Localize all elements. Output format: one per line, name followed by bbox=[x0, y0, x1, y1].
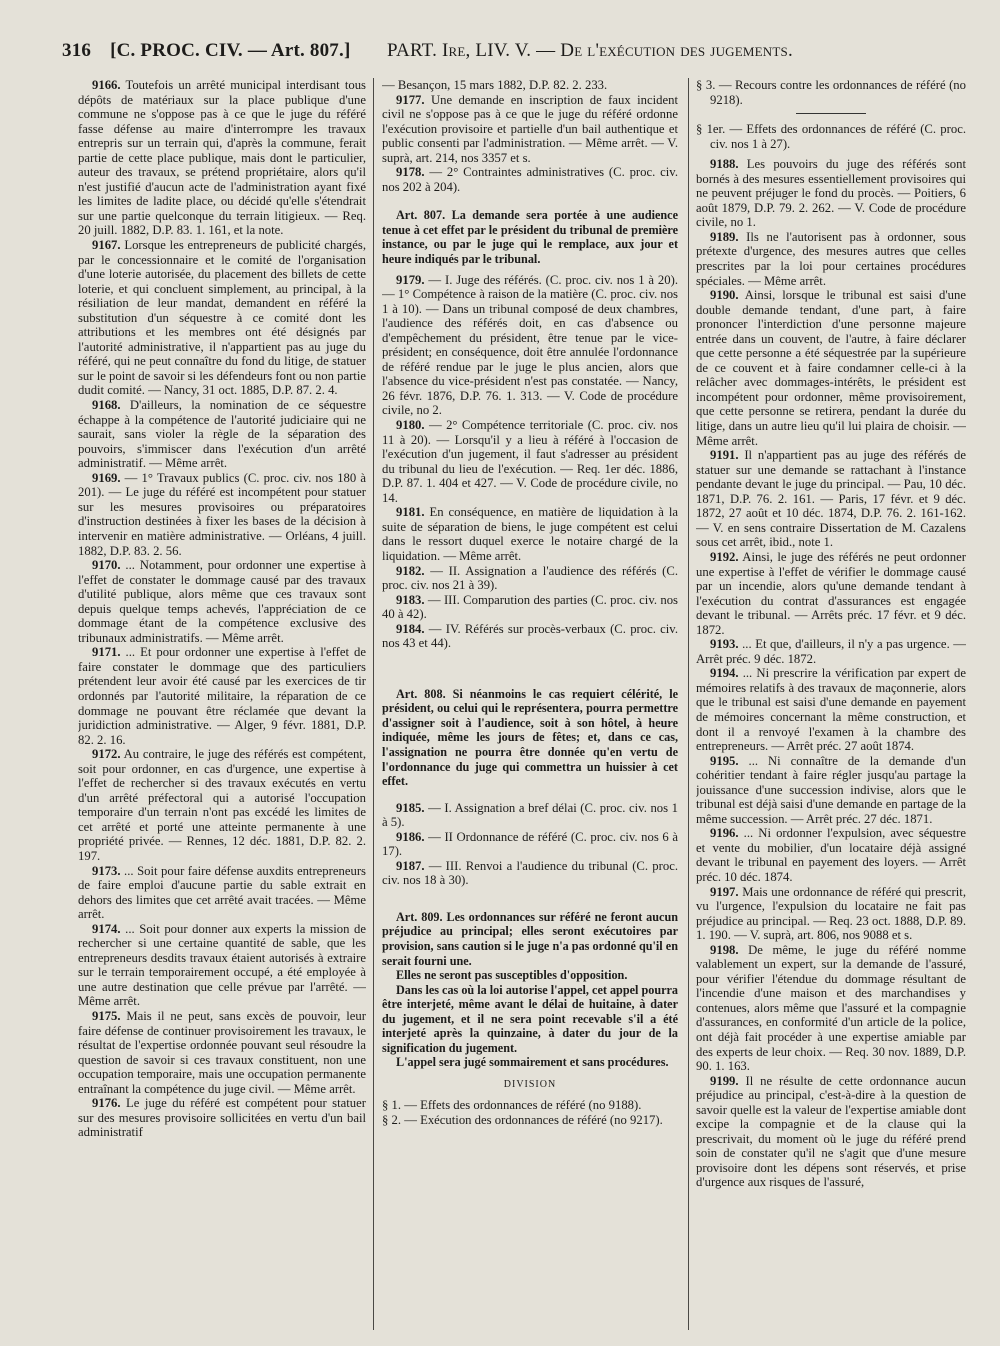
entry-number: 9197. bbox=[710, 884, 739, 899]
article-809 bbox=[382, 910, 678, 1070]
entry-paragraph bbox=[78, 1096, 366, 1140]
entry-text: Une demande en inscription de faux incident civil ne s'oppose pas à ce que le juge du référé ordonne l'exécution provisoire et partielle d'un bail authentique et public consenti par l'administration. — Même arrêt. — V. suprà, art. 214, nos 3357 et s. bbox=[382, 92, 678, 165]
entry-paragraph bbox=[696, 157, 966, 230]
entry-number: 9195. bbox=[710, 753, 739, 768]
entry-text: Mais il ne peut, sans excès de pouvoir, leur faire défense de continuer provisoirement les travaux, le résultat de l'expertise ordonnée pouvant seul résoudre la question de savoir si ces travaux constituent, non une occupation temporaire, mais une occupation permanente entraînant la compétence du juge civil. — Même arrêt. bbox=[78, 1009, 366, 1096]
entry-paragraph bbox=[78, 78, 366, 238]
entry-text: — 2° Contraintes administratives (C. proc. civ. nos 202 à 204). bbox=[382, 165, 678, 194]
entry-text: ... Ni prescrire la vérification par expert de mémoires relatifs à des travaux de maçonnerie, alors que le tribunal est saisi d'une demande en payement de mémoires concernant la même construction, et dont il a renvoyé l'examen à la chambre des entrepreneurs. — Arrêt préc. 27 août 1874. bbox=[696, 666, 966, 754]
division-title: DIVISION bbox=[503, 1078, 557, 1090]
entry-text: Lorsque les entrepreneurs de publicité chargés, par le concessionnaire et le comité de l'organisation d'une loterie autorisée, du placement des billets de cette loterie, et qui concluent simplement, au principal, à la résiliation de leur mandat, demandent en référé la substitution d'un séquestre à ce comité dont les attributions et les membres ont été désignés par l'autorité administrative, il n'appartient pas au juge du référé, qui ne peut connaître du fond du litige, de statuer sur le point de savoir si les défendeurs font ou non partie dudit comité. — Nancy, 31 oct. 1885, D.P. 87. 2. 4. bbox=[78, 238, 366, 398]
entry-text: — II Ordonnance de référé (C. proc. civ. nos 6 à 17). bbox=[382, 829, 678, 859]
division-item-3: § 3. — Recours contre les ordonnances de référé (no 9218). bbox=[696, 78, 966, 107]
entry-text: — III. Renvoi a l'audience du tribunal (C. proc. civ. nos 18 à 30). bbox=[382, 858, 678, 888]
entry-paragraph bbox=[382, 505, 678, 563]
entries-col2a bbox=[382, 93, 678, 195]
entry-paragraph bbox=[696, 288, 966, 448]
entry-paragraph bbox=[696, 666, 966, 753]
entry-text: Il n'appartient pas au juge des référés de statuer sur une demande se rattachant à l'instance pendante devant le juge du principal. — Pau, 10 déc. 1871, D.P. 76. 2. 161. — Paris, 17 févr. et 9 déc. 1872, 27 août et 10 déc. 1874, D.P. 76. 2. 161-162. — V. en sens contraire Dissertation de M. Cazalens sous cet arrêt, ibid., note 1. bbox=[696, 448, 966, 550]
entry-number: 9168. bbox=[92, 398, 121, 413]
entry-text: Toutefois un arrêté municipal interdisant tous dépôts de matériaux sur la place publique d'une commune ne s'oppose pas à ce que le juge du référé fasse défense au maire d'interrompre les travaux entrepris sur un terrain qui, d'après la commune, ferait partie de cette place publique, mais dont le particulier, auteur des travaux, se prétend propriétaire, alors qu'il n'est justifié d'aucun acte de l'administration ayant fixé les limites de ladite place, ou décidé qu'elle s'étendrait sur une partie quelconque du terrain litigieux. — Req. 20 juill. 1882, D.P. 83. 1. 161, et la note. bbox=[78, 78, 366, 238]
entry-number: 9171. bbox=[92, 645, 121, 660]
entry-paragraph bbox=[78, 1009, 366, 1096]
entries-col3 bbox=[696, 157, 966, 1190]
entry-paragraph bbox=[382, 622, 678, 651]
article-809-paragraph: Elles ne seront pas susceptibles d'opposition. bbox=[396, 968, 628, 983]
entry-text: Au contraire, le juge des référés est compétent, soit pour ordonner, en cas d'urgence, une expertise à l'effet de rechercher si des travaux exécutés en vertu d'un arrêté préfectoral qui a autorisé l'occupation temporaire d'un terrain n'ont pas excédé les limites de cet arrêté et porté une atteinte permanente à une propriété privée. — Rennes, 12 déc. 1881, D.P. 82. 2. 197. bbox=[78, 747, 366, 863]
entry-paragraph bbox=[382, 593, 678, 622]
entry-text: — I. Juge des référés. (C. proc. civ. nos 1 à 20). — 1° Compétence à raison de la matière (C. proc. civ. nos 1 à 10). — Dans un tribunal composé de deux chambres, l'audience des référés doit, en cas d'absence ou d'empêchement du président, être tenue par le vice-président; en conséquence, doit être annulée l'ordonnance de référé rendue par le juge le plus ancien, alors que l'absence du vice-président n'est pas constatée. — Nancy, 26 févr. 1876, D.P. 76. 1. 313. — V. Code de procédure civile, no 2. bbox=[382, 272, 678, 418]
entry-number: 9182. bbox=[396, 563, 425, 578]
entry-text: ... Et pour ordonner une expertise à l'effet de faire constater le dommage que des particuliers prétendent leur avoir été causé par les exercices de tir ordonnés par l'autorité militaire, la réparation de ce dommage ne pouvant être réclamée que devant la juridiction administrative. — Alger, 9 févr. 1881, D.P. 82. 2. 16. bbox=[78, 645, 366, 747]
entry-number: 9190. bbox=[710, 288, 739, 303]
article-808: Art. 808. Si néanmoins le cas requiert célérité, le président, ou celui qui le représentera, pourra permettre d'assigner soit à l'audience, soit à son hôtel, à heure indiquée, même les jours de fêtes; et, dans ce cas, l'assignation ne pourra être donnée qu'en vertu de l'ordonnance du juge qui commettra un huissier à cet effet. bbox=[382, 686, 678, 789]
article-809-paragraph: Dans les cas où la loi autorise l'appel, cet appel pourra être interjeté, même avant le délai de huitaine, à dater du jugement, et il ne sera point recevable s'il a été interjeté après la quinzaine, à dater du jour de la signification du jugement. bbox=[382, 982, 678, 1055]
entry-text: ... Notamment, pour ordonner une expertise à l'effet de constater le dommage causé par des travaux d'utilité publique, alors même que ces travaux sont depuis quelque temps achevés, l'appréciation de ce dommage étant de la compétence exclusive des tribunaux administratifs. — Même arrêt. bbox=[78, 558, 366, 645]
entry-text: Ainsi, lorsque le tribunal est saisi d'une double demande tendant, d'une part, à faire prononcer l'interdiction d'une personne majeure entrée dans un couvent, de l'autre, à faire déclarer que cette personne a été séquestrée par la supérieure de ce couvent et à faire condamner celle-ci à la relâcher avec dommages-intérêts, le président est incompétent pour ordonner, même provisoirement, que cette personne se retirera, pendant la durée du litige, dans un autre lieu qu'il lui plaira de choisir. — Même arrêt. bbox=[696, 288, 966, 448]
article-807: Art. 807. La demande sera portée à une audience tenue à cet effet par le président du tribunal de première instance, ou par le juge qui le remplace, aux jour et heure indiqués par le tribunal. bbox=[382, 208, 678, 267]
entry-number: 9169. bbox=[92, 470, 121, 485]
entry-number: 9167. bbox=[92, 238, 121, 253]
column-divider bbox=[373, 78, 374, 1330]
entry-text: ... Ni connaître de la demande d'un cohéritier tendant à faire régler jusqu'au partage la jouissance d'une succession indivise, alors que le tribunal est déjà saisi d'une demande en partage de la même succession. — Arrêt préc. 27 déc. 1871. bbox=[696, 753, 966, 826]
division-item: § 2. — Exécution des ordonnances de référé (no 9217). bbox=[382, 1113, 663, 1127]
entry-paragraph bbox=[382, 801, 678, 830]
entry-text: Ainsi, le juge des référés ne peut ordonner une expertise à l'effet de vérifier le dommage causé par un incendie, alors qu'une demande tendant à l'exécution du contrat d'assurances est engagée devant le tribunal. — Arrêts préc. 17 févr. et 9 déc. 1872. bbox=[696, 549, 966, 637]
column-divider bbox=[688, 78, 689, 1330]
entry-number: 9172. bbox=[92, 747, 121, 762]
entry-number: 9173. bbox=[92, 863, 121, 878]
entry-paragraph bbox=[382, 859, 678, 888]
continued-citation: — Besançon, 15 mars 1882, D.P. 82. 2. 233. bbox=[382, 78, 608, 92]
entry-number: 9179. bbox=[396, 272, 425, 287]
entry-paragraph bbox=[78, 398, 366, 471]
entry-paragraph bbox=[696, 943, 966, 1074]
entry-text: Mais une ordonnance de référé qui prescrit, vu l'urgence, l'expulsion du locataire ne fait pas préjudice au principal. — Req. 23 oct. 1888, D.P. 89. 1. 190. — V. suprà, art. 806, nos 9088 et s. bbox=[696, 884, 966, 943]
entry-paragraph bbox=[78, 645, 366, 747]
entry-number: 9198. bbox=[710, 942, 739, 957]
entry-number: 9191. bbox=[710, 448, 739, 463]
division-item: § 1. — Effets des ordonnances de référé (no 9188). bbox=[382, 1098, 642, 1113]
section-heading: § 1er. — Effets des ordonnances de référé (C. proc. civ. nos 1 à 27). bbox=[696, 122, 966, 151]
separator-rule bbox=[796, 113, 866, 114]
entry-text: — I. Assignation a bref délai (C. proc. civ. nos 1 à 5). bbox=[382, 800, 678, 830]
entry-paragraph bbox=[382, 418, 678, 505]
entry-number: 9196. bbox=[710, 826, 739, 841]
entry-paragraph bbox=[696, 826, 966, 884]
entry-text: — 2° Compétence territoriale (C. proc. civ. nos 11 à 20). — Lorsqu'il y a lieu à référé à l'occasion de l'exécution d'un jugement, il faut s'adresser au président du tribunal du lieu de l'exécution. — Req. 1er déc. 1886, D.P. 87. 1. 404 et 427. — V. Code de procédure civile, no 14. bbox=[382, 418, 678, 505]
entry-paragraph bbox=[382, 93, 678, 166]
division-list bbox=[382, 1098, 678, 1127]
entry-text: De même, le juge du référé nomme valablement un expert, sur la demande de l'assuré, pour vérifier l'étendue du dommage résultant de l'incendie d'une maison et des marchandises y contenues, alors même que l'assuré et la compagnie d'assurances, en conformité d'un article de la police, ont déjà fait procéder à une expertise amiable par des experts de leur choix. — Req. 30 nov. 1889, D.P. 90. 1. 163. bbox=[696, 942, 966, 1074]
entry-paragraph bbox=[78, 922, 366, 1009]
entry-number: 9186. bbox=[396, 829, 425, 844]
entry-paragraph bbox=[382, 830, 678, 859]
entry-number: 9185. bbox=[396, 800, 425, 815]
entry-number: 9170. bbox=[92, 558, 121, 573]
entry-number: 9194. bbox=[710, 666, 739, 681]
entry-paragraph bbox=[382, 165, 678, 194]
entry-number: 9180. bbox=[396, 418, 425, 433]
article-809-paragraph: L'appel sera jugé sommairement et sans procédures. bbox=[396, 1055, 669, 1070]
entry-paragraph bbox=[696, 885, 966, 943]
column-left bbox=[78, 78, 366, 1334]
part-title: PART. Ire, LIV. V. — De l'exécution des jugements. bbox=[387, 40, 793, 61]
entry-number: 9187. bbox=[396, 858, 425, 873]
page-number: 316 bbox=[62, 40, 92, 61]
column-middle bbox=[382, 78, 678, 1334]
running-header bbox=[62, 40, 962, 70]
entry-text: ... Soit pour donner aux experts la mission de rechercher si une certaine quantité de sable, que les entrepreneurs desdits travaux étaient autorisés à extraire sur le terrain temporairement occupé, a été employée à une autre destination que celle prévue par l'arrêté. — Même arrêt. bbox=[78, 921, 366, 1009]
entry-text: ... Ni ordonner l'expulsion, avec séquestre et vente du mobilier, d'un locataire déjà assigné devant le tribunal en payement des loyers. — Arrêt préc. 10 déc. 1874. bbox=[696, 826, 966, 884]
entry-paragraph bbox=[696, 230, 966, 288]
entry-text: — II. Assignation a l'audience des référés (C. proc. civ. nos 21 à 39). bbox=[382, 563, 678, 593]
entry-number: 9178. bbox=[396, 165, 425, 180]
entry-paragraph bbox=[382, 273, 678, 418]
entry-paragraph bbox=[78, 747, 366, 863]
entry-paragraph bbox=[696, 448, 966, 550]
column-right bbox=[696, 78, 966, 1334]
entry-paragraph bbox=[696, 550, 966, 637]
entry-text: Les pouvoirs du juge des référés sont bornés à des mesures essentiellement provisoires qui ne peuvent préjuger le fond du procès. — Poitiers, 6 août 1879, D.P. 79. 2. 262. — V. Code de procédure civile, no 1. bbox=[696, 157, 966, 230]
entries-col2c bbox=[382, 801, 678, 888]
entry-paragraph bbox=[78, 864, 366, 922]
entries-col2b bbox=[382, 273, 678, 651]
entry-number: 9199. bbox=[710, 1073, 739, 1088]
entry-number: 9181. bbox=[396, 505, 425, 520]
article-809-paragraph: Art. 809. Les ordonnances sur référé ne feront aucun préjudice au principal; elles seront exécutoires par provision, sans caution si le juge n'a pas ordonné qu'il en serait fourni une. bbox=[382, 909, 678, 968]
entry-text: — III. Comparution des parties (C. proc. civ. nos 40 à 42). bbox=[382, 592, 678, 622]
entry-paragraph bbox=[696, 637, 966, 666]
entry-text: Il ne résulte de cette ordonnance aucun préjudice au principal, c'est-à-dire à la question de savoir quelle est la valeur de l'expertise amiable dont excipe la compagnie et de la clause qui la prescrivait, du moment où le juge du référé prend soin de constater qu'il ne s'agit que d'une mesure provisoire dont les dépens sont réservés, et prise d'urgence aux risques de l'assuré, bbox=[696, 1073, 966, 1190]
entry-number: 9192. bbox=[710, 549, 739, 564]
entry-number: 9184. bbox=[396, 621, 425, 636]
entries-col1 bbox=[78, 78, 366, 1140]
entry-text: D'ailleurs, la nomination de ce séquestre échappe à la compétence de l'autorité judiciaire qui ne saurait, sans violer la règle de la séparation des pouvoirs, s'immiscer dans l'exécution d'un arrêté administratif. — Même arrêt. bbox=[78, 398, 366, 471]
entry-number: 9176. bbox=[92, 1096, 121, 1111]
entry-number: 9183. bbox=[396, 592, 425, 607]
entry-paragraph bbox=[78, 471, 366, 558]
entry-number: 9188. bbox=[710, 157, 739, 172]
entry-paragraph bbox=[78, 238, 366, 398]
entry-text: ... Et que, d'ailleurs, il n'y a pas urgence. — Arrêt préc. 9 déc. 1872. bbox=[696, 637, 966, 666]
entry-number: 9177. bbox=[396, 92, 425, 107]
entry-text: En conséquence, en matière de liquidation à la suite de séparation de biens, le juge compétent est celui dans le ressort duquel exerce le notaire chargé de la liquidation. — Même arrêt. bbox=[382, 505, 678, 563]
entry-number: 9166. bbox=[92, 78, 121, 92]
entry-number: 9174. bbox=[92, 921, 121, 936]
entry-text: Le juge du référé est compétent pour statuer sur des mesures provisoire sollicitées en vertu d'un bail administratif bbox=[78, 1096, 366, 1140]
entry-number: 9175. bbox=[92, 1009, 121, 1023]
entry-number: 9189. bbox=[710, 229, 739, 244]
code-reference: [C. PROC. CIV. — Art. 807.] bbox=[110, 40, 351, 61]
entry-number: 9193. bbox=[710, 637, 739, 652]
entry-paragraph bbox=[382, 564, 678, 593]
entry-text: — 1° Travaux publics (C. proc. civ. nos 180 à 201). — Le juge du référé est incompétent pour statuer sur les mesures provisoires ou préparatoires d'instruction destinées à fixer les bases de la décision à intervenir en matière administrative. — Orléans, 4 juill. 1882, D.P. 83. 2. 56. bbox=[78, 470, 366, 558]
entry-text: ... Soit pour faire défense auxdits entrepreneurs de faire emploi d'aucune partie du sable extrait en dehors des limites que cet arrêté avait tracées. — Même arrêt. bbox=[78, 863, 366, 922]
entry-text: Ils ne l'autorisent pas à ordonner, sous prétexte d'urgence, des mesures autres que celles prescrites par la loi pour certaines procédures spéciales. — Même arrêt. bbox=[696, 229, 966, 288]
entry-paragraph bbox=[78, 558, 366, 645]
entry-paragraph bbox=[696, 754, 966, 827]
entry-text: — IV. Référés sur procès-verbaux (C. proc. civ. nos 43 et 44). bbox=[382, 621, 678, 651]
entry-paragraph bbox=[696, 1074, 966, 1190]
